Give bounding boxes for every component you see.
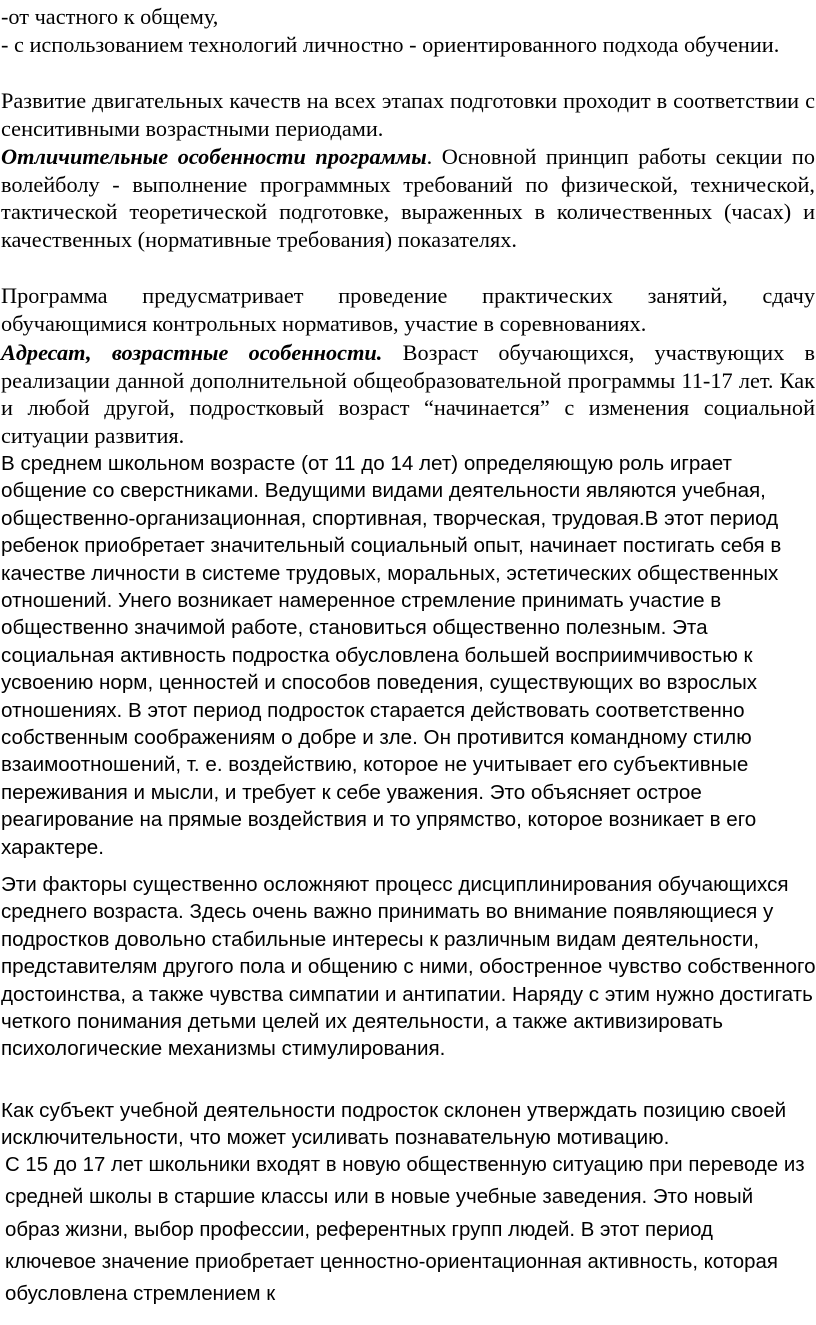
method-list: [0, 3, 814, 58]
paragraph-program-provides: Программа предусматривает проведение практических занятий, сдачу обучающимися контрольных нормативов, участие в соревнованиях.: [1, 283, 815, 336]
paragraph-middle-school-age: В среднем школьном возрасте (от 11 до 14 лет) определяющую роль играет общение со сверстниками. Ведущими видами деятельности являются учебная, общественно-организационная, спортивная, творческая, трудовая.В этот период ребенок приобретает значительный социальный опыт, начинает постигать себя в качестве личности в системе трудовых, моральных, эстетических общественных отношений. Унего возникает намеренное стремление принимать участие в общественно значимой работе, становиться общественно полезным. Эта социальная активность подростка обусловлена большей восприимчивостью к усвоению норм, ценностей и способов поведения, существующих во взрослых отношениях. В этот период подросток старается действовать соответственно собственным соображениям о добре и зле. Он противится командному стилю взаимоотношений, т. е. воздействию, которое не учитывает его субъективные переживания и мысли, и требует к себе уважения. Это объясняет острое реагирование на прямые воздействия и то упрямство, которое возникает в его характере.: [1, 452, 782, 859]
list-item-general: -от частного к общему,: [1, 4, 219, 29]
paragraph-addressee-body: Возраст обучающихся, участвующих в реализации данной дополнительной общеобразовательной программы 11-17 лет. Как и любой другой, подростковый возраст “начинается” с изменения социальной ситуации развития.: [1, 340, 815, 448]
paragraph-senior-school-age: С 15 до 17 лет школьники входят в новую общественную ситуацию при переводе из средней школы в старшие классы или в новые учебные заведения. Это новый образ жизни, выбор профессии, референтных групп людей. В этот период ключевое значение приобретает ценностно-ориентационная активность, которая обусловлена стремлением к: [5, 1154, 805, 1306]
paragraph-features-body: . Основной принцип работы секции по волейболу - выполнение программных требований по физической, технической, тактической теоретической подготовке, выраженных в количественных (часах) и качественных (нормативные требования) показателях.: [1, 144, 815, 252]
section-heading-addressee: Адресат, возрастные особенности.: [1, 340, 383, 365]
paragraph-addressee: [0, 339, 815, 449]
paragraph-factors: Эти факторы существенно осложняют процесс дисциплинирования обучающихся среднего возраста. Здесь очень важно принимать во внимание появляющиеся у подростков довольно стабильные интересы к различным видам деятельности, представителям другого пола и общению с ними, обостренное чувство собственного достоинства, а также чувства симпатии и антипатии. Наряду с этим нужно достигать четкого понимания детьми целей их деятельности, а также активизировать психологические механизмы стимулирования.: [1, 873, 816, 1061]
list-item-technologies: - с использованием технологий личностно - ориентированного подхода обучении.: [1, 31, 780, 57]
section-heading-features: Отличительные особенности программы: [1, 144, 427, 169]
paragraph-program-features: [0, 143, 815, 253]
paragraph-motor-qualities: Развитие двигательных качеств на всех этапах подготовки проходит в соответствии с сенситивными возрастными периодами.: [1, 88, 815, 141]
paragraph-learning-subject: Как субъект учебной деятельности подросток склонен утверждать позицию своей исключительности, что может усиливать познавательную мотивацию.: [1, 1099, 787, 1150]
